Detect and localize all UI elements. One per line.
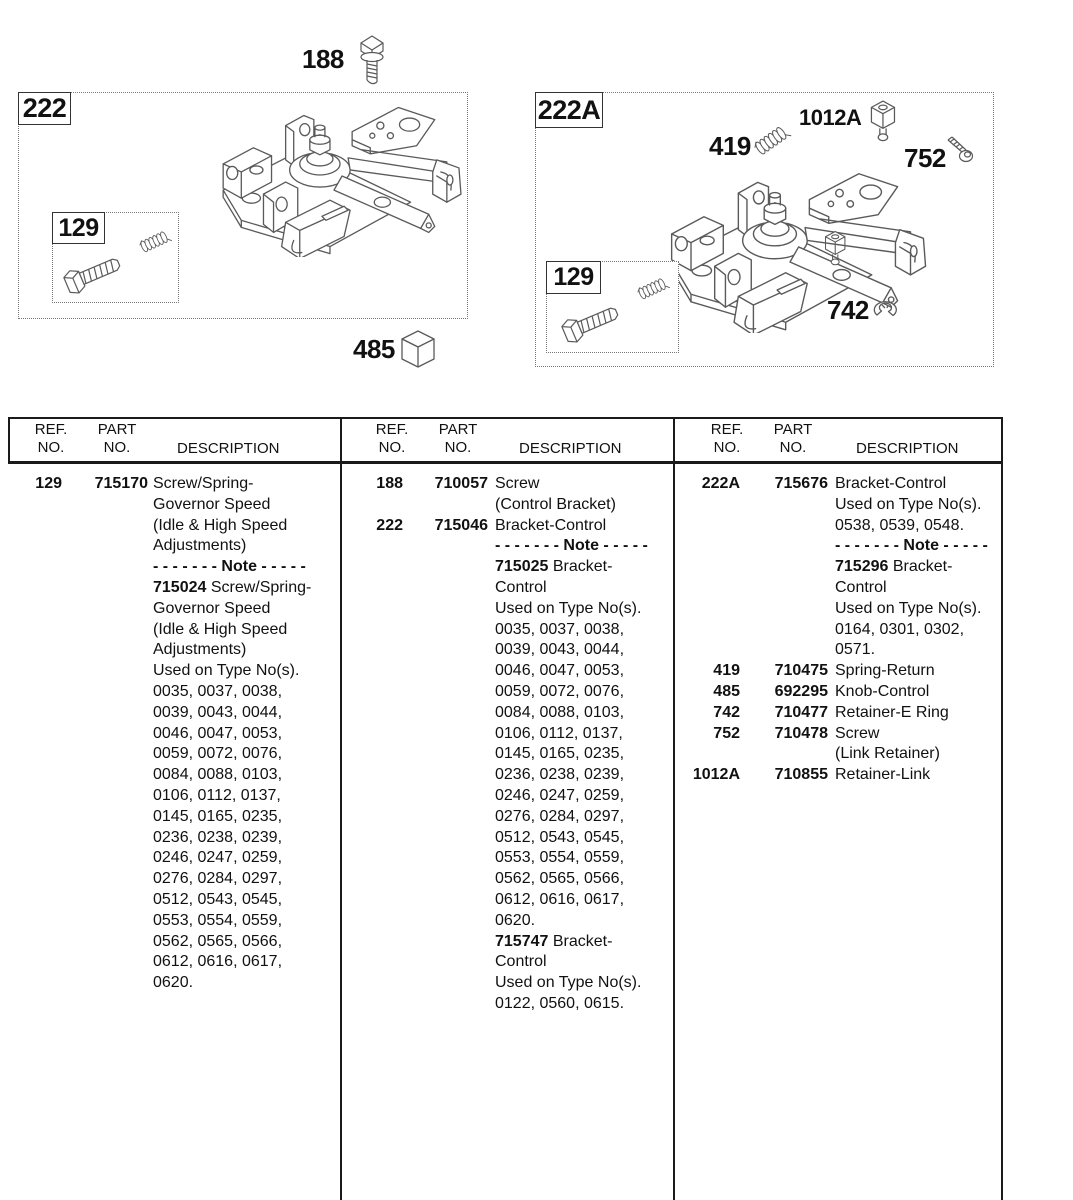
description-line: 0246, 0247, 0259,	[153, 849, 283, 867]
ref-no: 742	[713, 703, 740, 721]
description-line: 0512, 0543, 0545,	[495, 828, 625, 846]
description-line: - - - - - - - Note - - - - -	[153, 558, 306, 576]
description-line: Governor Speed	[153, 599, 271, 617]
description-line: Adjustments)	[153, 641, 247, 659]
description-line: 0562, 0565, 0566,	[153, 932, 283, 950]
description-line: 715747 Bracket-	[495, 932, 613, 950]
part-no: 710855	[774, 766, 828, 784]
description	[828, 765, 1001, 786]
description-line: Used on Type No(s).	[835, 495, 982, 513]
description	[488, 516, 674, 1015]
description	[828, 724, 1001, 766]
table-column-2	[341, 474, 674, 1015]
description-line: 0236, 0238, 0239,	[495, 766, 625, 784]
part-no-header: PART NO.	[773, 421, 813, 456]
callout-752: 752	[904, 143, 946, 173]
knob-control-icon	[397, 326, 439, 374]
description-line: - - - - - - - Note - - - - -	[495, 537, 648, 555]
description-line: 0046, 0047, 0053,	[153, 724, 283, 742]
description-header: DESCRIPTION	[177, 440, 280, 457]
box-222a-label: 222A	[535, 92, 603, 128]
table-header-col3	[674, 421, 1001, 461]
part-no: 710477	[774, 703, 828, 721]
table-entry	[674, 765, 1001, 786]
diagram-box-222a	[535, 92, 994, 367]
description-line: 0553, 0554, 0559,	[153, 911, 283, 929]
table-header-col1	[8, 421, 341, 461]
description-line: 0106, 0112, 0137,	[153, 786, 281, 804]
ref-no: 222	[376, 516, 403, 534]
e-ring-icon	[868, 295, 904, 323]
callout-742: 742	[827, 295, 869, 325]
description-line: Knob-Control	[835, 682, 930, 700]
part-no: 710478	[774, 724, 828, 742]
description-line: 0035, 0037, 0038,	[153, 682, 283, 700]
spring-icon-129a	[135, 227, 175, 259]
description-line: 0164, 0301, 0302,	[835, 620, 965, 638]
ref-no: 188	[376, 475, 403, 492]
description-line: 0106, 0112, 0137,	[495, 724, 623, 742]
description-line: 0035, 0037, 0038,	[495, 620, 625, 638]
description-line: 715025 Bracket-	[495, 558, 613, 576]
description-line: Control	[495, 953, 547, 971]
table-entry	[674, 682, 1001, 703]
description-line: 0276, 0284, 0297,	[153, 870, 283, 888]
callout-419: 419	[709, 131, 751, 161]
description-line: 0571.	[835, 641, 876, 659]
table-column-3	[674, 474, 1001, 786]
description-line: 0246, 0247, 0259,	[495, 786, 625, 804]
description-line: Screw/Spring-	[153, 475, 254, 492]
ref-no: 485	[713, 682, 740, 700]
description-line: Control	[495, 578, 547, 596]
ref-no: 752	[713, 724, 740, 742]
description-line: - - - - - - - Note - - - - -	[835, 537, 988, 555]
description-header: DESCRIPTION	[856, 440, 959, 457]
table-entry	[341, 516, 674, 1015]
description-line: Used on Type No(s).	[835, 599, 982, 617]
description-line: 0122, 0560, 0615.	[495, 994, 625, 1012]
table-header-col2	[341, 421, 674, 461]
description-line: Used on Type No(s).	[495, 974, 642, 992]
description	[828, 703, 1001, 724]
description-line: 0620.	[153, 974, 194, 992]
description-line: Governor Speed	[153, 495, 271, 513]
description-header: DESCRIPTION	[519, 440, 622, 457]
table-entry	[341, 474, 674, 516]
description-line: Retainer-E Ring	[835, 703, 949, 721]
part-no-header: PART NO.	[438, 421, 478, 456]
description-line: 0512, 0543, 0545,	[153, 890, 283, 908]
spring-icon-129b	[633, 274, 673, 306]
part-no: 710057	[434, 475, 488, 492]
description-line: 0620.	[495, 911, 536, 929]
ref-no-header: REF. NO.	[375, 421, 409, 456]
description	[828, 474, 1001, 661]
description-line: 715024 Screw/Spring-	[153, 578, 312, 596]
description-line: Adjustments)	[153, 537, 247, 555]
hex-bolt-icon	[354, 31, 390, 87]
callout-485: 485	[353, 334, 395, 364]
bracket-control-diagram-222	[201, 97, 467, 257]
box-222-label: 222	[18, 92, 71, 125]
callout-188: 188	[302, 44, 344, 74]
description-line: 0236, 0238, 0239,	[153, 828, 283, 846]
callout-1012a: 1012A	[799, 105, 862, 130]
description	[488, 474, 674, 516]
ref-no: 129	[35, 475, 62, 492]
part-no: 692295	[774, 682, 828, 700]
ref-no: 1012A	[692, 766, 740, 784]
description-line: 0084, 0088, 0103,	[153, 766, 283, 784]
description-line: (Link Retainer)	[835, 745, 940, 763]
table-entry	[674, 724, 1001, 766]
description-line: Bracket-Control	[495, 516, 607, 534]
description-line: (Idle & High Speed	[153, 620, 288, 638]
table-entry	[674, 661, 1001, 682]
description-line: Bracket-Control	[835, 475, 947, 492]
part-no: 715170	[94, 475, 148, 492]
ref-no: 222A	[701, 475, 740, 492]
table-header-rule	[8, 461, 1003, 464]
description-line: 0039, 0043, 0044,	[153, 703, 283, 721]
table-entry	[674, 474, 1001, 661]
screw-icon-129b	[557, 300, 629, 348]
ref-no-header: REF. NO.	[710, 421, 744, 456]
ref-no: 419	[713, 662, 740, 680]
description-line: Screw	[835, 724, 880, 742]
diagram-box-222	[18, 92, 468, 319]
description-line: 0059, 0072, 0076,	[495, 682, 625, 700]
description-line: Control	[835, 578, 887, 596]
description-line: 0612, 0616, 0617,	[153, 953, 283, 971]
description-line: Used on Type No(s).	[153, 662, 300, 680]
description-line: (Idle & High Speed	[153, 516, 288, 534]
description-line: Spring-Return	[835, 662, 935, 680]
table-entry	[8, 474, 341, 994]
description-line: 0553, 0554, 0559,	[495, 849, 625, 867]
table-right-border	[1001, 417, 1003, 1200]
table-column-1	[8, 474, 341, 994]
retainer-link-knob-icon	[870, 99, 898, 143]
inset-box-129a	[52, 212, 179, 303]
description-line: Screw	[495, 475, 540, 492]
description-line: 0145, 0165, 0235,	[495, 745, 625, 763]
description-line: 0059, 0072, 0076,	[153, 745, 283, 763]
description-line: 0084, 0088, 0103,	[495, 703, 625, 721]
link-retainer-screw-icon	[942, 133, 974, 165]
part-no-header: PART NO.	[97, 421, 137, 456]
inset-129a-label: 129	[52, 212, 105, 244]
description-line: (Control Bracket)	[495, 495, 616, 513]
description-line: 0046, 0047, 0053,	[495, 662, 625, 680]
description	[828, 682, 1001, 703]
description	[828, 661, 1001, 682]
description-line: Retainer-Link	[835, 766, 931, 784]
part-no: 715046	[434, 516, 488, 534]
inset-129b-label: 129	[546, 261, 601, 294]
screw-icon-129a	[59, 251, 131, 299]
inset-box-129b	[546, 261, 679, 353]
ref-no-header: REF. NO.	[34, 421, 68, 456]
description-line: 0145, 0165, 0235,	[153, 807, 283, 825]
spring-return-icon	[750, 123, 796, 163]
description-line: 0612, 0616, 0617,	[495, 890, 625, 908]
description-line: 0538, 0539, 0548.	[835, 516, 965, 534]
part-no: 715676	[774, 475, 828, 492]
description-line: 0562, 0565, 0566,	[495, 870, 625, 888]
description	[148, 474, 341, 994]
description-line: 0276, 0284, 0297,	[495, 807, 625, 825]
part-no: 710475	[774, 662, 828, 680]
description-line: Used on Type No(s).	[495, 599, 642, 617]
description-line: 715296 Bracket-	[835, 558, 953, 576]
description-line: 0039, 0043, 0044,	[495, 641, 625, 659]
table-entry	[674, 703, 1001, 724]
table-top-rule	[8, 417, 1003, 419]
